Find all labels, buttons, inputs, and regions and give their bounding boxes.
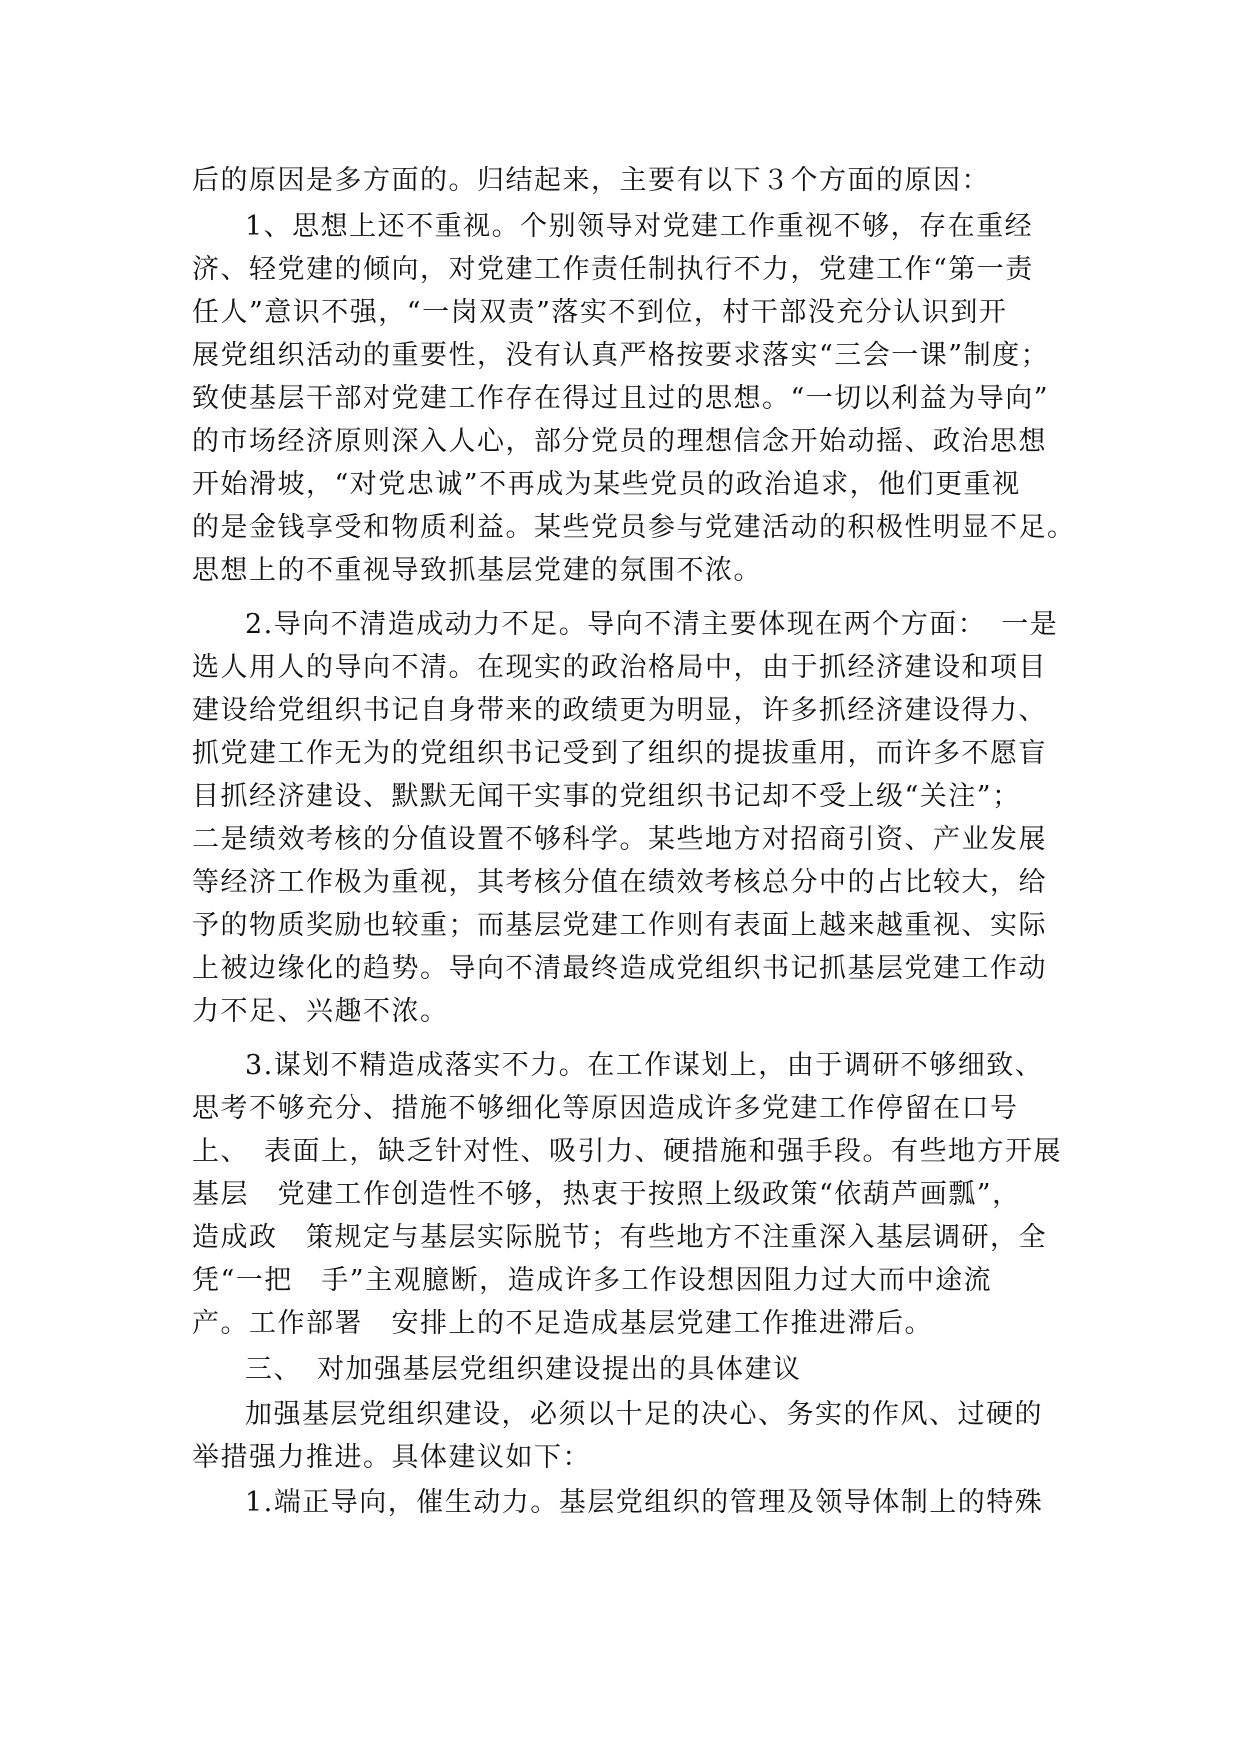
text-line: 展党组织活动的重要性，没有认真严格按要求落实“三会一课”制度； — [192, 340, 1050, 371]
text-line: 目抓经济建设、默默无闻干实事的党组织书记却不受上级“关注”； — [192, 781, 1021, 812]
text-line: 举措强力推进。具体建议如下： — [192, 1442, 591, 1473]
text-line: 造成政 策规定与基层实际脱节；有些地方不注重深入基层调研，全 — [192, 1222, 1047, 1253]
text-line: 思考不够充分、措施不够细化等原因造成许多党建工作停留在口号 — [192, 1093, 1019, 1124]
text-line: 3.谋划不精造成落实不力。在工作谋划上，由于调研不够细致、 — [245, 1050, 1044, 1081]
section-heading: 三、 对加强基层党组织建设提出的具体建议 — [245, 1354, 802, 1385]
text-line: 力不足、兴趣不浓。 — [192, 996, 449, 1027]
text-line: 建设给党组织书记自身带来的政绩更为明显，许多抓经济建设得力、 — [192, 695, 1047, 726]
text-line: 的是金钱享受和物质利益。某些党员参与党建活动的积极性明显不足。 — [192, 512, 1076, 543]
text-line: 予的物质奖励也较重；而基层党建工作则有表面上越来越重视、实际 — [192, 910, 1047, 941]
text-line: 任人”意识不强，“一岗双责”落实不到位，村干部没充分认识到开 — [192, 297, 1008, 328]
text-line: 上、 表面上，缺乏针对性、吸引力、硬措施和强手段。有些地方开展 — [192, 1136, 1062, 1167]
text-line: 凭“一把 手”主观臆断，造成许多工作设想因阻力过大而中途流 — [192, 1265, 993, 1296]
text-line: 二是绩效考核的分值设置不够科学。某些地方对招商引资、产业发展 — [192, 824, 1047, 855]
text-line: 等经济工作极为重视，其考核分值在绩效考核总分中的占比较大，给 — [192, 867, 1047, 898]
text-line: 济、轻党建的倾向，对党建工作责任制执行不力，党建工作“第一责 — [192, 254, 1034, 285]
text-line: 致使基层干部对党建工作存在得过且过的思想。“一切以利益为导向” — [192, 383, 1050, 414]
text-line: 的市场经济原则深入人心，部分党员的理想信念开始动摇、政治思想 — [192, 426, 1047, 457]
text-line: 抓党建工作无为的党组织书记受到了组织的提拔重用，而许多不愿盲 — [192, 738, 1047, 769]
text-line: 思想上的不重视导致抓基层党建的氛围不浓。 — [192, 555, 762, 586]
text-line: 后的原因是多方面的。归结起来，主要有以下３个方面的原因： — [192, 165, 990, 196]
text-line: 开始滑坡，“对党忠诚”不再成为某些党员的政治追求，他们更重视 — [192, 469, 1021, 500]
text-line: 上被边缘化的趋势。导向不清最终造成党组织书记抓基层党建工作动 — [192, 953, 1047, 984]
text-line: 选人用人的导向不清。在现实的政治格局中，由于抓经济建设和项目 — [192, 652, 1047, 683]
text-line: 加强基层党组织建设，必须以十足的决心、务实的作风、过硬的 — [245, 1399, 1043, 1430]
text-line: 2.导向不清造成动力不足。导向不清主要体现在两个方面： 一是 — [245, 609, 1059, 640]
text-line: 基层 党建工作创造性不够，热衷于按照上级政策“依葫芦画瓢”， — [192, 1179, 1021, 1210]
text-line: 产。工作部署 安排上的不足造成基层党建工作推进滞后。 — [192, 1308, 933, 1339]
text-line: 1.端正导向，催生动力。基层党组织的管理及领导体制上的特殊 — [245, 1487, 1044, 1518]
text-line: 1、思想上还不重视。个别领导对党建工作重视不够，存在重经 — [245, 211, 1034, 242]
